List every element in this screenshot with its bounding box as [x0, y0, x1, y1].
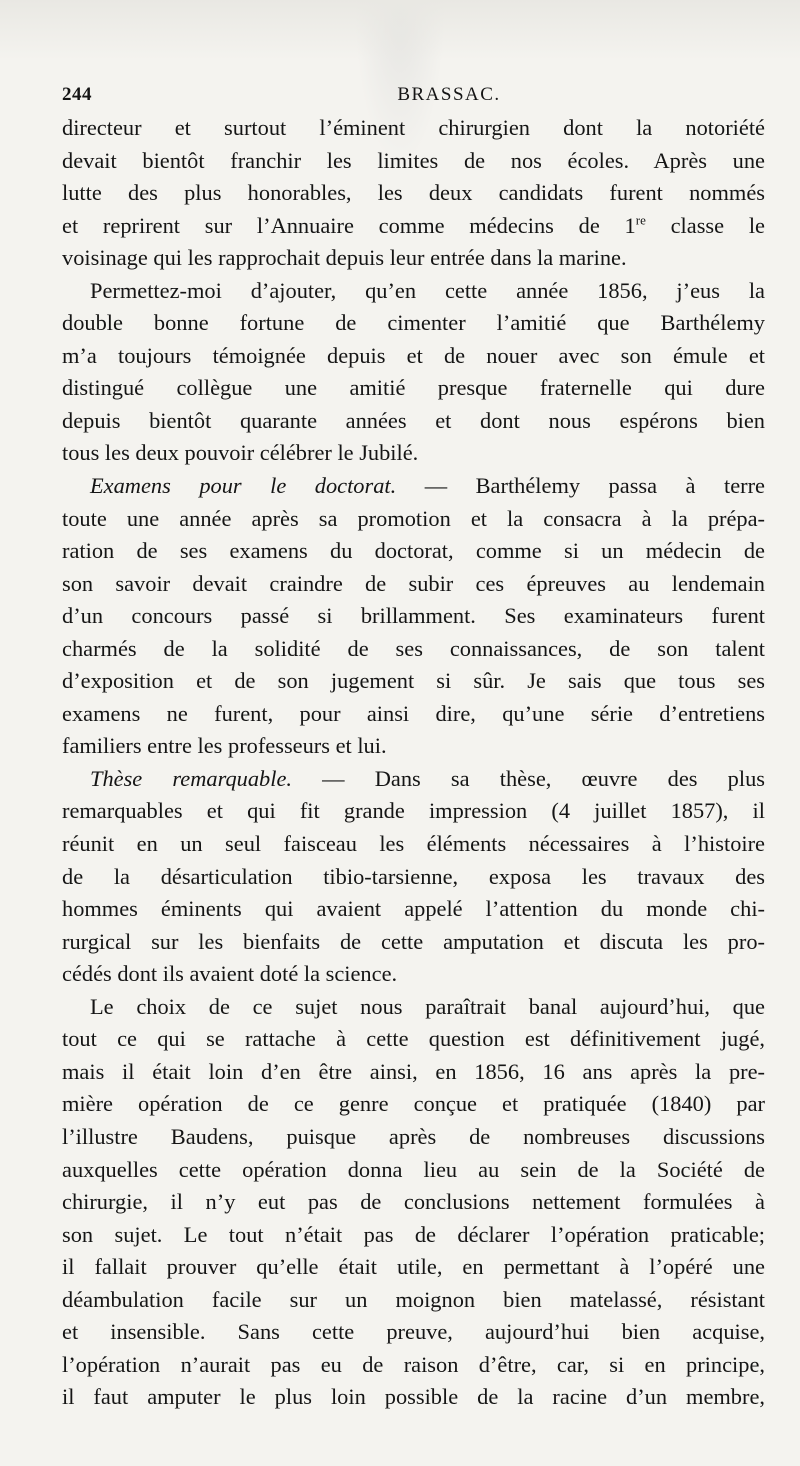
text-line — [62, 568, 765, 601]
text-line — [62, 795, 765, 828]
text-line — [62, 958, 765, 991]
section-heading: Thèse remarquable. — [90, 765, 293, 791]
line-text: tous les deux pouvoir célébrer le Jubilé. — [62, 440, 419, 466]
text-line — [62, 1251, 765, 1284]
text-line — [62, 275, 765, 308]
line-text: l’opération n’aurait pas eu de raison d’être, car, si en principe, — [62, 1351, 765, 1377]
page-number: 244 — [62, 84, 92, 105]
line-text: Le choix de ce sujet nous paraîtrait banal aujourd’hui, que — [90, 993, 765, 1019]
line-text: auxquelles cette opération donna lieu au sein de la Société de — [62, 1156, 765, 1182]
line-text: double bonne fortune de cimenter l’amitié que Barthélemy — [62, 310, 765, 336]
line-text: son sujet. Le tout n’était pas de déclarer l’opération praticable; — [62, 1221, 765, 1247]
text-line — [62, 112, 765, 145]
line-text: depuis bientôt quarante années et dont nous espérons bien — [62, 407, 765, 433]
text-line — [62, 372, 765, 405]
line-text: chirurgie, il n’y eut pas de conclusions nettement formulées à — [62, 1189, 765, 1215]
text-line — [62, 1219, 765, 1252]
text-line — [62, 437, 765, 470]
body-text — [62, 112, 765, 1414]
line-text: il faut amputer le plus loin possible de la racine d’un membre, — [62, 1384, 765, 1410]
line-text: déambulation facile sur un moignon bien matelassé, résistant — [62, 1286, 765, 1312]
running-head — [62, 84, 765, 108]
line-text: rurgical sur les bienfaits de cette amputation et discuta les pro- — [62, 928, 765, 954]
line-text: l’illustre Baudens, puisque après de nombreuses discussions — [62, 1123, 765, 1149]
line-text: d’exposition et de son jugement si sûr. Je sais que tous ses — [62, 668, 765, 694]
line-text: et reprirent sur l’Annuaire comme médecins de 1re classe le — [62, 212, 765, 238]
line-text: charmés de la solidité de ses connaissances, de son talent — [62, 635, 765, 661]
line-text: mière opération de ce genre conçue et pratiquée (1840) par — [62, 1091, 765, 1117]
line-text: son savoir devait craindre de subir ces épreuves au lendemain — [62, 570, 765, 596]
text-line — [62, 698, 765, 731]
text-line — [62, 1316, 765, 1349]
text-line — [62, 405, 765, 438]
line-text: m’a toujours témoignée depuis et de nouer avec son émule et — [62, 342, 765, 368]
line-text: voisinage qui les rapprochait depuis leur entrée dans la marine. — [62, 245, 627, 271]
line-text: — Dans sa thèse, œuvre des plus — [292, 765, 765, 791]
line-text: cédés dont ils avaient doté la science. — [62, 961, 398, 987]
text-line — [62, 665, 765, 698]
line-text: toute une année après sa promotion et la consacra à la prépa- — [62, 505, 765, 531]
text-line — [62, 145, 765, 178]
text-line — [62, 1186, 765, 1219]
line-text: Permettez-moi d’ajouter, qu’en cette année 1856, j’eus la — [90, 277, 765, 303]
text-line — [62, 242, 765, 275]
line-text: il fallait prouver qu’elle était utile, en permettant à l’opéré une — [62, 1254, 765, 1280]
line-text: tout ce qui se rattache à cette question est définitivement jugé, — [62, 1026, 765, 1052]
line-text: et insensible. Sans cette preuve, aujourd’hui bien acquise, — [62, 1319, 765, 1345]
running-title: BRASSAC. — [397, 84, 501, 105]
text-line — [62, 633, 765, 666]
line-text: lutte des plus honorables, les deux candidats furent nommés — [62, 180, 765, 206]
line-text: réunit en un seul faisceau les éléments nécessaires à l’histoire — [62, 831, 765, 857]
text-line — [62, 1023, 765, 1056]
text-line — [62, 730, 765, 763]
line-text: familiers entre les professeurs et lui. — [62, 733, 387, 759]
text-line — [62, 210, 765, 243]
text-line — [62, 600, 765, 633]
line-text: distingué collègue une amitié presque fraternelle qui dure — [62, 375, 765, 401]
line-text: directeur et surtout l’éminent chirurgien dont la notoriété — [62, 115, 765, 140]
text-line — [62, 340, 765, 373]
text-line — [62, 1056, 765, 1089]
line-text: — Barthélemy passa à terre — [396, 473, 765, 499]
text-line — [62, 1088, 765, 1121]
text-line — [62, 1121, 765, 1154]
line-text: d’un concours passé si brillamment. Ses examinateurs furent — [62, 603, 765, 629]
text-line — [62, 861, 765, 894]
text-line — [62, 926, 765, 959]
text-line — [62, 1154, 765, 1187]
line-text: de la désarticulation tibio-tarsienne, exposa les travaux des — [62, 863, 765, 889]
line-text: examens ne furent, pour ainsi dire, qu’une série d’entretiens — [62, 700, 765, 726]
text-line — [62, 1349, 765, 1382]
text-line — [62, 1381, 765, 1414]
text-line — [62, 503, 765, 536]
text-line — [62, 991, 765, 1024]
line-text: mais il était loin d’en être ainsi, en 1856, 16 ans après la pre- — [62, 1058, 765, 1084]
text-line — [62, 763, 765, 796]
page-top-shadow — [0, 0, 800, 60]
line-text: remarquables et qui fit grande impression (4 juillet 1857), il — [62, 798, 765, 824]
text-line — [62, 893, 765, 926]
section-heading: Examens pour le doctorat. — [90, 473, 397, 499]
text-line — [62, 828, 765, 861]
text-line — [62, 535, 765, 568]
line-text: devait bientôt franchir les limites de nos écoles. Après une — [62, 147, 765, 173]
text-line — [62, 470, 765, 503]
text-line — [62, 307, 765, 340]
text-line — [62, 177, 765, 210]
line-text: hommes éminents qui avaient appelé l’attention du monde chi- — [62, 896, 765, 922]
line-text: ration de ses examens du doctorat, comme si un médecin de — [62, 538, 765, 564]
text-line — [62, 1284, 765, 1317]
